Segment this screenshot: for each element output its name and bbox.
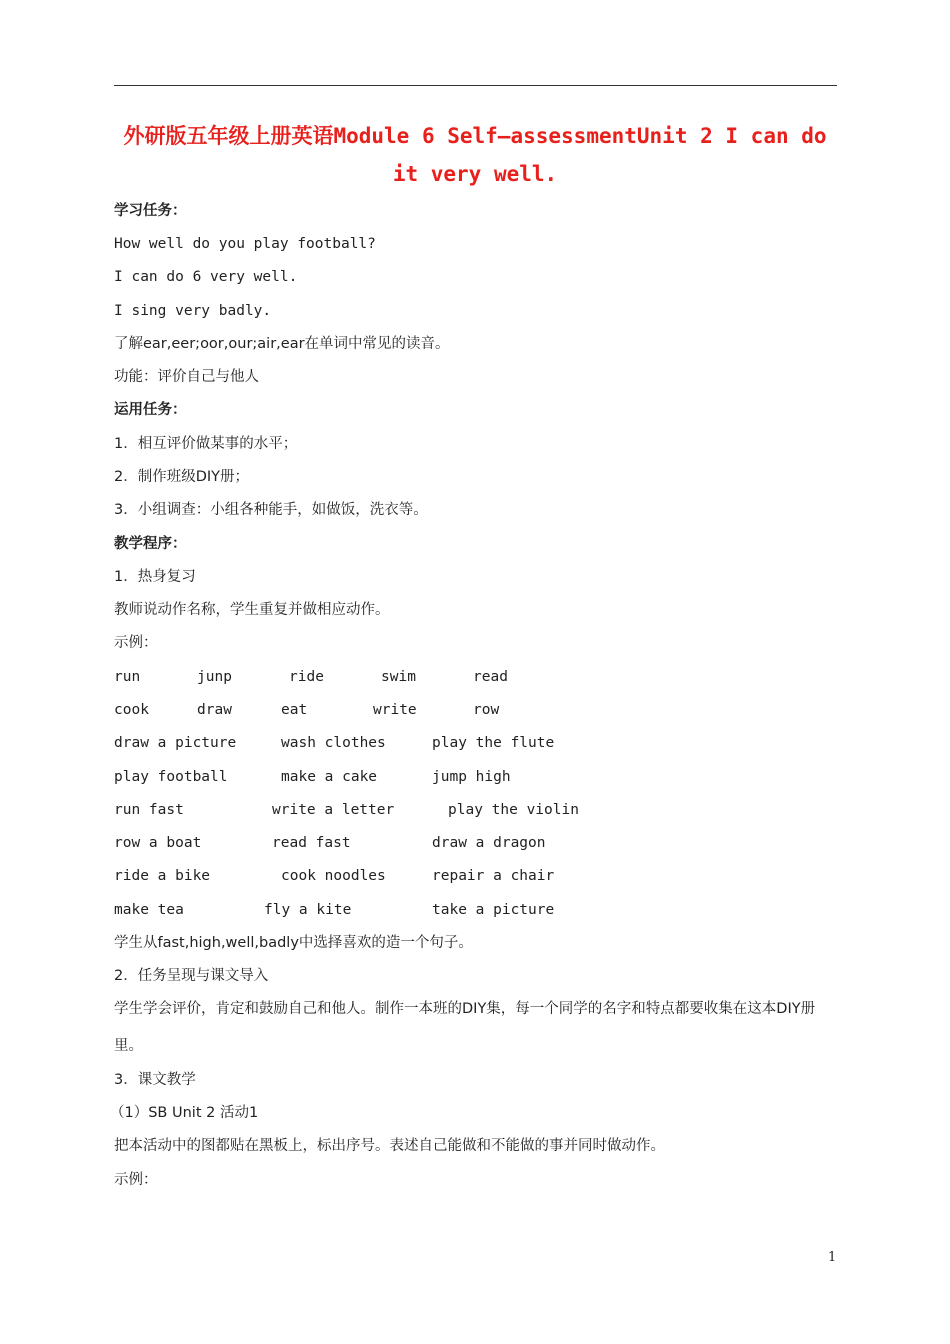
grid-cell: jump high <box>432 769 511 785</box>
step2-desc: 学生学会评价，肯定和鼓励自己和他人。制作一本班的DIY集，每一个同学的名字和特点都要收集在这本DIY册里。 <box>114 1001 816 1054</box>
example-label: 示例： <box>114 635 158 651</box>
grid-cell: write <box>373 702 417 718</box>
learning-task-4: 了解ear,eer;oor,our;air,ear在单词中常见的读音。 <box>114 336 450 352</box>
grid-cell: draw a picture <box>114 735 237 751</box>
application-task-3: 3．小组调查：小组各种能手，如做饭，洗衣等。 <box>114 502 428 518</box>
grid-cell: run <box>114 669 141 685</box>
document-title: 外研版五年级上册英语Module 6 Self—assessmentUnit 2 I can do it very well. <box>123 124 827 186</box>
grid-cell: repair a chair <box>432 868 555 884</box>
step1-after: 学生从fast,high,well,badly中选择喜欢的造一个句子。 <box>114 935 473 951</box>
grid-cell: write a letter <box>272 802 395 818</box>
application-task-2: 2．制作班级DIY册； <box>114 469 250 485</box>
grid-cell: ride <box>289 669 324 685</box>
grid-cell: junp <box>197 669 232 685</box>
application-heading: 运用任务： <box>114 402 187 418</box>
grid-cell: run fast <box>114 802 184 818</box>
grid-cell: ride a bike <box>114 868 211 884</box>
header-rule <box>114 85 837 86</box>
learning-task-1: How well do you play football? <box>114 236 376 252</box>
grid-cell: play football <box>114 769 228 785</box>
grid-cell: make a cake <box>281 769 378 785</box>
grid-cell: row <box>473 702 500 718</box>
learning-tasks-heading: 学习任务： <box>114 203 187 219</box>
grid-cell: read fast <box>272 835 351 851</box>
step1-desc: 教师说动作名称，学生重复并做相应动作。 <box>114 602 390 618</box>
application-task-1: 1．相互评价做某事的水平； <box>114 436 298 452</box>
grid-cell: make tea <box>114 902 184 918</box>
step3-desc: 把本活动中的图都贴在黑板上，标出序号。表述自己能做和不能做的事并同时做动作。 <box>114 1138 665 1154</box>
step1-title: 1．热身复习 <box>114 569 196 585</box>
grid-cell: take a picture <box>432 902 555 918</box>
page-number: 1 <box>828 1250 837 1265</box>
grid-cell: cook noodles <box>281 868 386 884</box>
grid-cell: play the flute <box>432 735 555 751</box>
grid-cell: row a boat <box>114 835 202 851</box>
grid-cell: read <box>473 669 508 685</box>
grid-cell: eat <box>281 702 308 718</box>
learning-task-3: I sing very badly. <box>114 303 272 319</box>
grid-cell: fly a kite <box>264 902 352 918</box>
learning-task-5: 功能：评价自己与他人 <box>114 369 259 385</box>
grid-cell: swim <box>381 669 416 685</box>
grid-cell: draw <box>197 702 232 718</box>
step3-title: 3．课文教学 <box>114 1072 196 1088</box>
example-label-2: 示例： <box>114 1172 158 1188</box>
grid-cell: draw a dragon <box>432 835 546 851</box>
step3-sub: （1）SB Unit 2 活动1 <box>110 1105 259 1121</box>
procedure-heading: 教学程序： <box>114 536 187 552</box>
grid-cell: play the violin <box>448 802 579 818</box>
step2-title: 2．任务呈现与课文导入 <box>114 968 269 984</box>
grid-cell: wash clothes <box>281 735 386 751</box>
learning-task-2: I can do 6 very well. <box>114 269 298 285</box>
grid-cell: cook <box>114 702 149 718</box>
